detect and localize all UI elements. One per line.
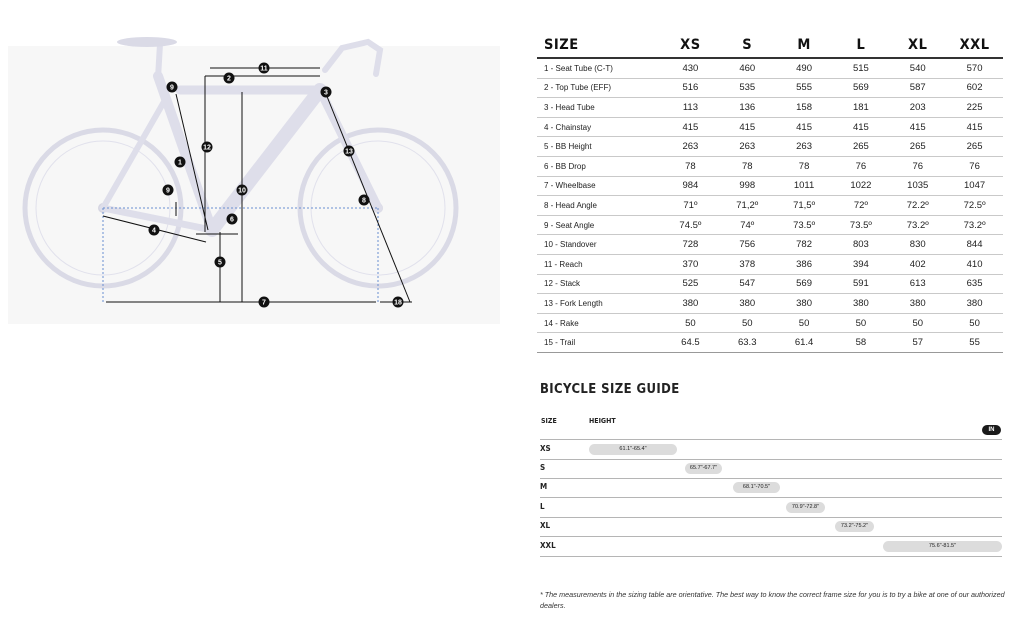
header-xl: XL (889, 32, 946, 58)
measurement-value: 430 (662, 58, 719, 78)
measurement-value: 635 (946, 274, 1003, 294)
measurement-value: 516 (662, 78, 719, 98)
measurement-value: 380 (832, 294, 889, 314)
measurement-label: 14 - Rake (537, 313, 662, 333)
measurement-value: 181 (832, 98, 889, 118)
measurement-value: 547 (719, 274, 776, 294)
marker-4 (149, 225, 160, 236)
measurement-value: 74.5º (662, 215, 719, 235)
measurement-value: 263 (776, 137, 833, 157)
measurement-value: 1011 (776, 176, 833, 196)
measurement-value: 50 (832, 313, 889, 333)
header-xs: XS (662, 32, 719, 58)
guide-col-size: SIZE (541, 417, 557, 425)
size-guide-row (540, 498, 1002, 518)
svg-text:9: 9 (170, 84, 174, 92)
svg-text:7: 7 (262, 299, 266, 307)
marker-5 (215, 257, 226, 268)
measurement-value: 380 (719, 294, 776, 314)
guide-size-label: L (540, 501, 545, 511)
measurement-label: 10 - Standover (537, 235, 662, 255)
measurement-value: 76 (889, 156, 946, 176)
measurement-value: 1047 (946, 176, 1003, 196)
marker-9-top (167, 82, 178, 93)
measurement-value: 394 (832, 254, 889, 274)
svg-text:5: 5 (218, 259, 222, 267)
height-range-pill: 73.2"-75.2" (835, 521, 874, 532)
height-range-pill: 68.1"-70.5" (733, 482, 780, 493)
measurement-value: 74º (719, 215, 776, 235)
measurement-value: 415 (662, 117, 719, 137)
measurement-value: 555 (776, 78, 833, 98)
measurement-value: 72.5º (946, 196, 1003, 216)
measurement-value: 158 (776, 98, 833, 118)
measurement-value: 225 (946, 98, 1003, 118)
measurement-value: 73.2º (946, 215, 1003, 235)
measurement-value: 380 (776, 294, 833, 314)
measurement-value: 50 (719, 313, 776, 333)
measurement-value: 71,2º (719, 196, 776, 216)
saddle (117, 37, 177, 47)
marker-6 (227, 214, 238, 225)
measurement-value: 1022 (832, 176, 889, 196)
measurement-value: 535 (719, 78, 776, 98)
measurement-value: 415 (776, 117, 833, 137)
measurement-value: 540 (889, 58, 946, 78)
geometry-row (537, 196, 1003, 216)
geometry-row (537, 294, 1003, 314)
header-l: L (832, 32, 889, 58)
marker-8 (359, 195, 370, 206)
size-guide-title: BICYCLE SIZE GUIDE (540, 382, 680, 397)
measurement-value: 57 (889, 333, 946, 353)
measurement-value: 415 (719, 117, 776, 137)
measurement-value: 515 (832, 58, 889, 78)
marker-11 (259, 63, 270, 74)
measurement-value: 460 (719, 58, 776, 78)
geometry-row (537, 98, 1003, 118)
measurement-value: 998 (719, 176, 776, 196)
marker-12 (202, 142, 213, 153)
svg-text:6: 6 (230, 216, 234, 224)
geometry-row (537, 235, 1003, 255)
size-guide-row (540, 478, 1002, 498)
measurement-value: 415 (889, 117, 946, 137)
measurement-label: 11 - Reach (537, 254, 662, 274)
measurement-label: 5 - BB Height (537, 137, 662, 157)
measurement-value: 71º (662, 196, 719, 216)
marker-7 (259, 297, 270, 308)
svg-text:1: 1 (178, 159, 182, 167)
measurement-value: 613 (889, 274, 946, 294)
marker-2 (224, 73, 235, 84)
measurement-label: 6 - BB Drop (537, 156, 662, 176)
measurement-value: 50 (889, 313, 946, 333)
measurement-value: 78 (776, 156, 833, 176)
guide-size-label: XL (540, 521, 551, 531)
measurement-value: 265 (889, 137, 946, 157)
geometry-row (537, 333, 1003, 353)
measurement-value: 71,5º (776, 196, 833, 216)
svg-text:18: 18 (394, 299, 402, 307)
height-range-pill: 70.9"-72.8" (786, 502, 825, 513)
geometry-row (537, 254, 1003, 274)
measurement-value: 78 (662, 156, 719, 176)
measurement-value: 1035 (889, 176, 946, 196)
measurement-value: 55 (946, 333, 1003, 353)
measurement-value: 782 (776, 235, 833, 255)
measurement-value: 410 (946, 254, 1003, 274)
svg-text:12: 12 (203, 144, 211, 152)
measurement-label: 12 - Stack (537, 274, 662, 294)
measurement-value: 570 (946, 58, 1003, 78)
measurement-value: 76 (946, 156, 1003, 176)
measurement-value: 73.5º (776, 215, 833, 235)
measurement-value: 490 (776, 58, 833, 78)
measurement-value: 263 (719, 137, 776, 157)
measurement-value: 73.2º (889, 215, 946, 235)
measurement-value: 370 (662, 254, 719, 274)
measurement-value: 380 (889, 294, 946, 314)
geometry-row (537, 58, 1003, 78)
measurement-value: 803 (832, 235, 889, 255)
geometry-table-body (537, 58, 1003, 352)
header-m: M (776, 32, 833, 58)
measurement-value: 602 (946, 78, 1003, 98)
measurement-value: 50 (662, 313, 719, 333)
measurement-value: 378 (719, 254, 776, 274)
measurement-value: 402 (889, 254, 946, 274)
header-xxl: XXL (946, 32, 1003, 58)
marker-1 (175, 157, 186, 168)
marker-18 (393, 297, 404, 308)
measurement-label: 13 - Fork Length (537, 294, 662, 314)
guide-size-label: XS (540, 444, 551, 453)
geometry-row (537, 78, 1003, 98)
measurement-label: 3 - Head Tube (537, 98, 662, 118)
measurement-value: 569 (776, 274, 833, 294)
measurement-value: 728 (662, 235, 719, 255)
measurement-label: 7 - Wheelbase (537, 176, 662, 196)
measurement-value: 265 (832, 137, 889, 157)
marker-9-bottom (163, 185, 174, 196)
height-range-pill: 75.6"-81.5" (883, 541, 1002, 552)
measurement-label: 2 - Top Tube (EFF) (537, 78, 662, 98)
measurement-value: 73.5º (832, 215, 889, 235)
measurement-value: 415 (832, 117, 889, 137)
geometry-row (537, 215, 1003, 235)
measurement-label: 8 - Head Angle (537, 196, 662, 216)
svg-text:4: 4 (152, 227, 156, 235)
marker-10 (237, 185, 248, 196)
geometry-row (537, 176, 1003, 196)
geometry-row (537, 156, 1003, 176)
svg-text:13: 13 (345, 148, 353, 156)
guide-size-label: XXL (540, 541, 556, 550)
measurement-value: 380 (946, 294, 1003, 314)
geometry-row (537, 137, 1003, 157)
measurement-value: 76 (832, 156, 889, 176)
geometry-header-row (537, 32, 1003, 58)
bike-geometry-diagram (0, 20, 500, 340)
measurement-value: 50 (946, 313, 1003, 333)
header-s: S (719, 32, 776, 58)
marker-13 (344, 146, 355, 157)
measurement-value: 136 (719, 98, 776, 118)
geometry-row (537, 117, 1003, 137)
measurement-value: 63.3 (719, 333, 776, 353)
unit-toggle-in[interactable]: IN (982, 425, 1001, 435)
disclaimer-note: * The measurements in the sizing table are orientative. The best way to know the correct frame size for you is to try a bike at one of our authorized dealers. (540, 590, 1005, 610)
measurement-label: 15 - Trail (537, 333, 662, 353)
height-range-pill: 65.7"-67.7" (685, 463, 722, 474)
measurement-value: 263 (662, 137, 719, 157)
measurement-label: 1 - Seat Tube (C-T) (537, 58, 662, 78)
measurement-value: 265 (946, 137, 1003, 157)
measurement-value: 380 (662, 294, 719, 314)
size-guide-row (540, 439, 1002, 460)
measurement-value: 78 (719, 156, 776, 176)
measurement-label: 4 - Chainstay (537, 117, 662, 137)
geometry-row (537, 313, 1003, 333)
measurement-value: 830 (889, 235, 946, 255)
svg-text:9: 9 (166, 187, 170, 195)
measurement-value: 72º (832, 196, 889, 216)
measurement-value: 64.5 (662, 333, 719, 353)
size-guide-row (540, 517, 1002, 537)
measurement-value: 844 (946, 235, 1003, 255)
measurement-value: 50 (776, 313, 833, 333)
measurement-value: 386 (776, 254, 833, 274)
size-guide-row (540, 537, 1002, 557)
measurement-label: 9 - Seat Angle (537, 215, 662, 235)
measurement-value: 984 (662, 176, 719, 196)
height-range-pill: 61.1"-65.4" (589, 444, 677, 455)
guide-size-label: M (540, 482, 548, 492)
guide-size-label: S (540, 462, 546, 472)
measurement-value: 113 (662, 98, 719, 118)
guide-col-height: HEIGHT (589, 417, 616, 425)
measurement-value: 525 (662, 274, 719, 294)
measurement-value: 72.2º (889, 196, 946, 216)
measurement-value: 61.4 (776, 333, 833, 353)
size-guide-row (540, 459, 1002, 479)
header-size: SIZE (537, 32, 662, 58)
measurement-value: 591 (832, 274, 889, 294)
svg-text:10: 10 (238, 187, 246, 195)
svg-text:8: 8 (362, 197, 366, 205)
svg-text:11: 11 (260, 65, 268, 73)
measurement-value: 756 (719, 235, 776, 255)
measurement-value: 58 (832, 333, 889, 353)
svg-text:3: 3 (324, 89, 328, 97)
measurement-value: 415 (946, 117, 1003, 137)
geometry-table (537, 32, 1003, 353)
measurement-value: 569 (832, 78, 889, 98)
marker-3 (321, 87, 332, 98)
measurement-value: 203 (889, 98, 946, 118)
geometry-row (537, 274, 1003, 294)
svg-text:2: 2 (227, 75, 231, 83)
measurement-value: 587 (889, 78, 946, 98)
